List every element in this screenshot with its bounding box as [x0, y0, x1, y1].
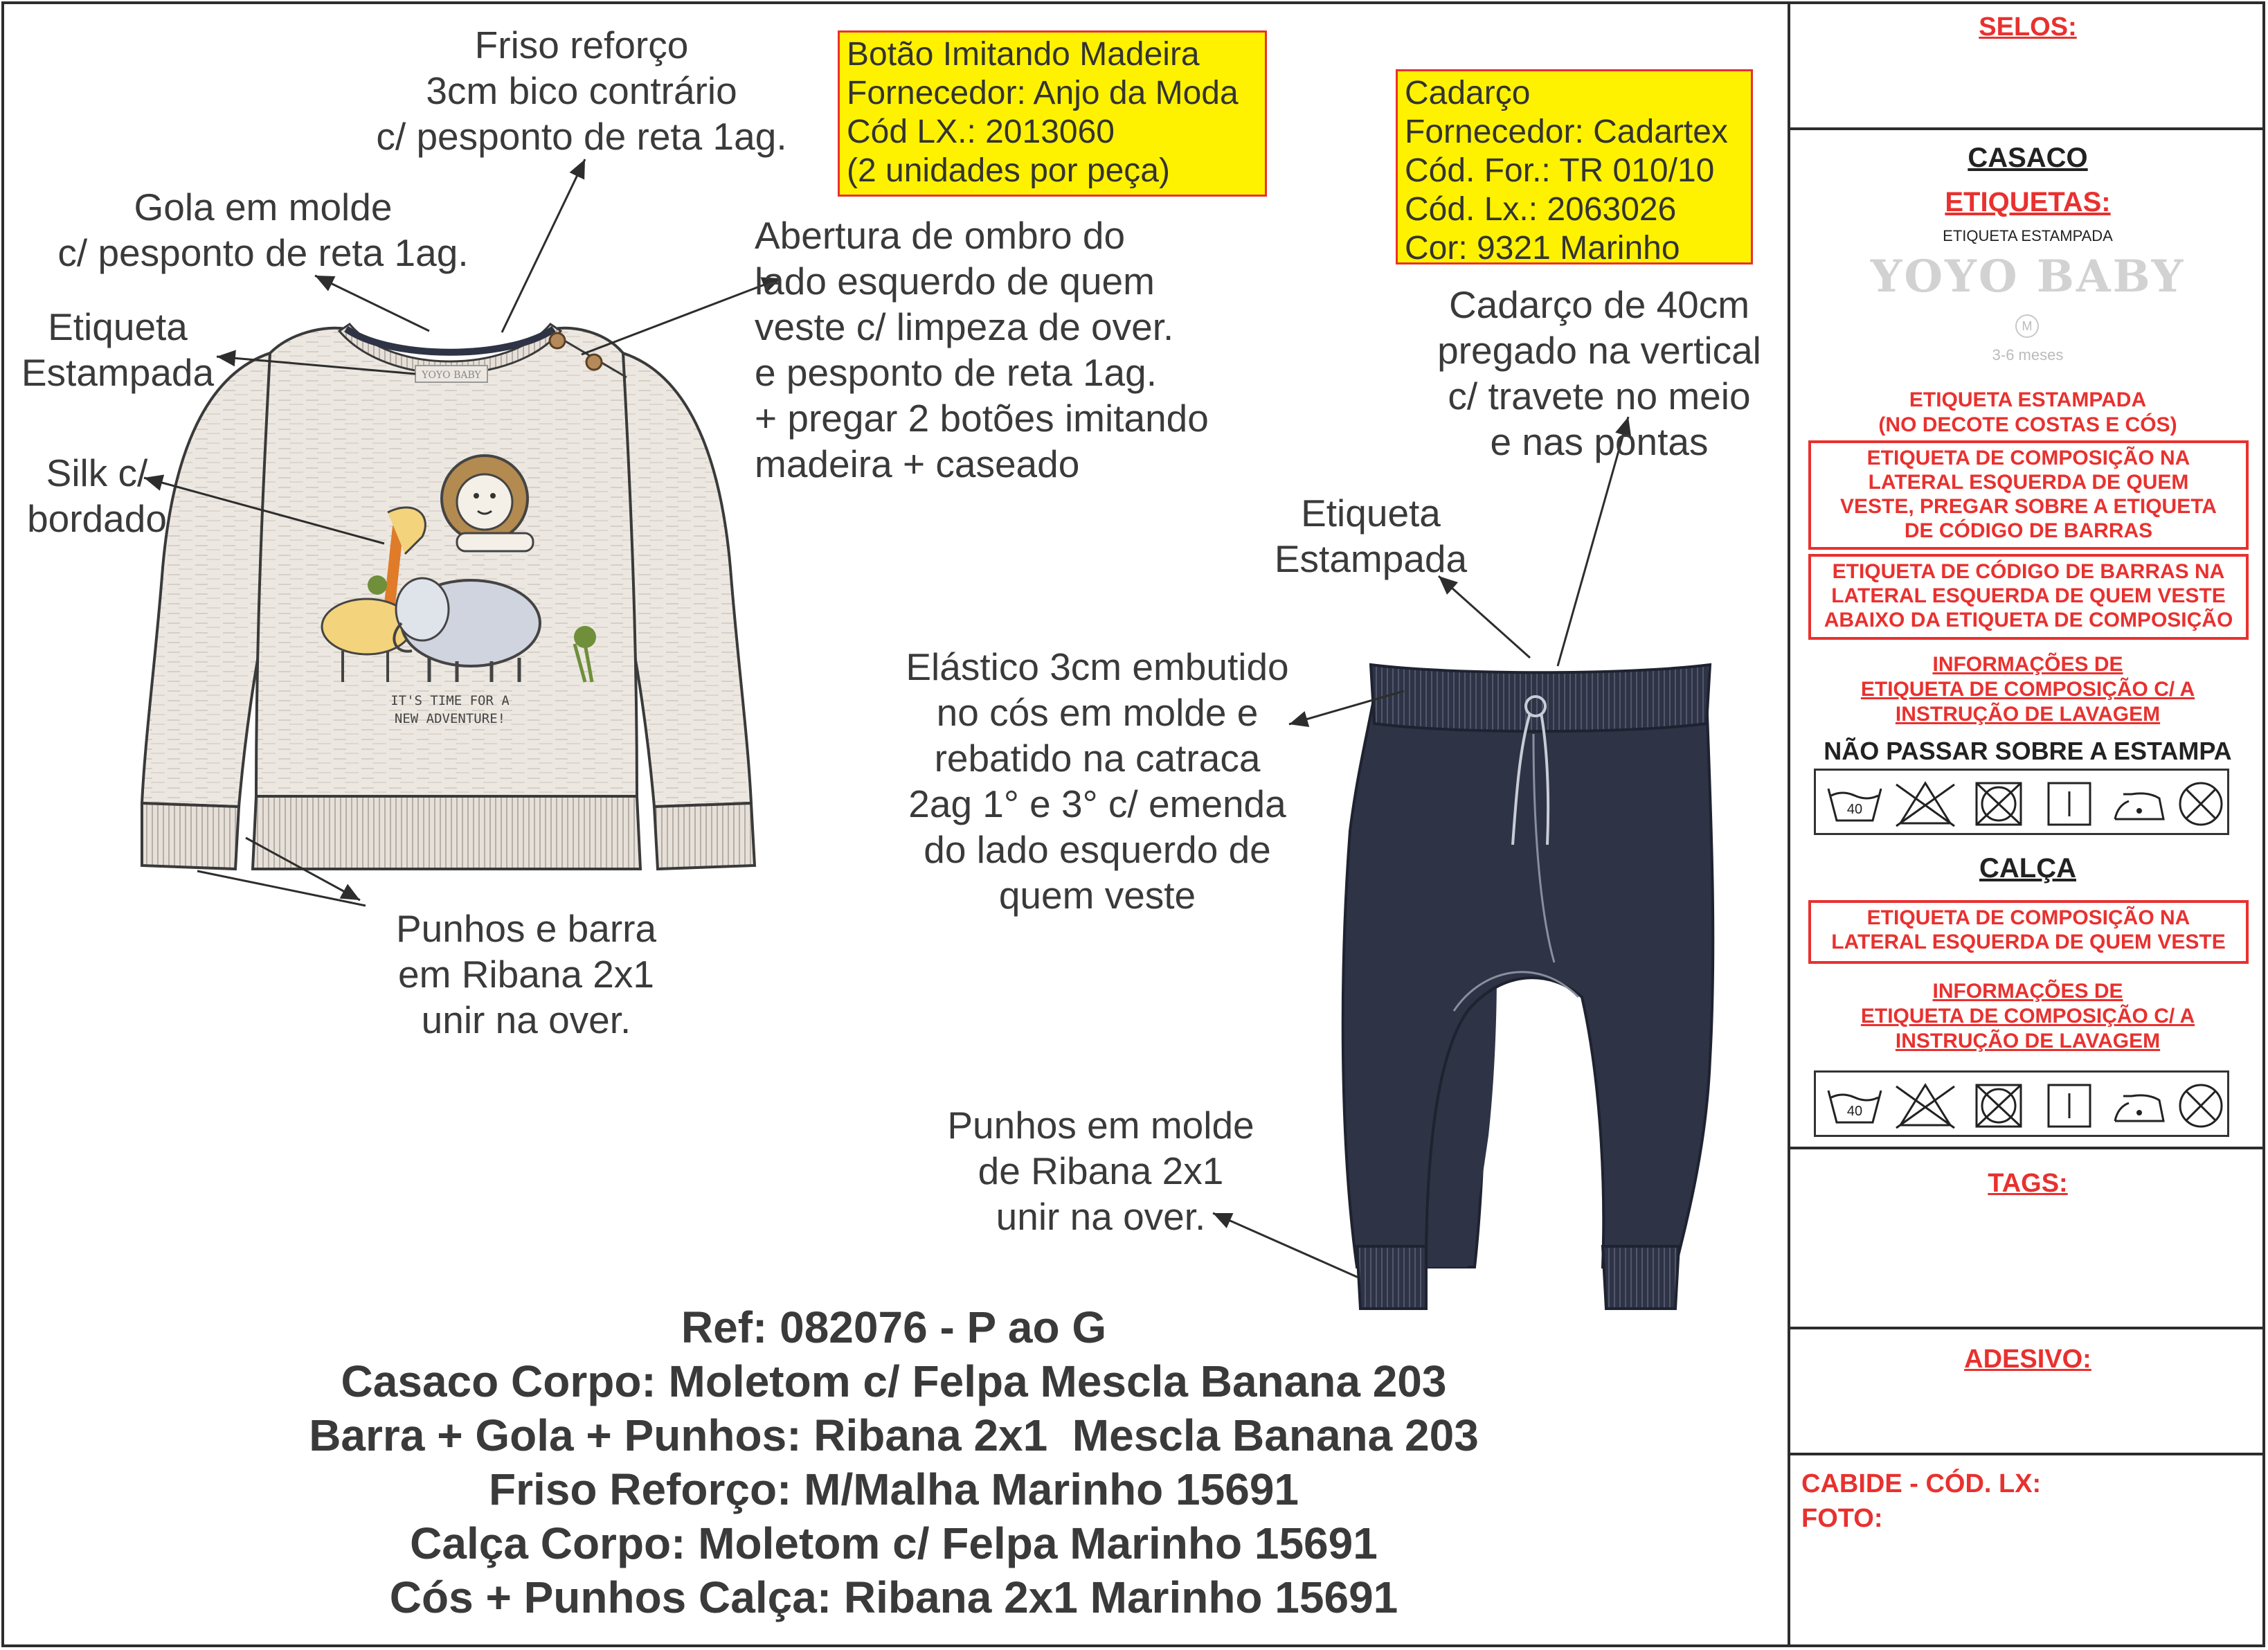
note-abertura-line-5: + pregar 2 botões imitando: [755, 397, 1209, 440]
size-badge-text: M: [2022, 319, 2033, 333]
info-casaco: [1790, 652, 2265, 727]
size-badge: [2015, 314, 2039, 338]
note-cadarco-40-line-2: pregado na vertical: [1437, 329, 1761, 372]
codigo-barras-line-1: ETIQUETA DE CÓDIGO DE BARRAS NA: [1832, 560, 2225, 583]
composicao-casaco-line-4: DE CÓDIGO DE BARRAS: [1904, 519, 2153, 542]
neck-label-text: YOYO BABY: [422, 370, 481, 381]
note-abertura-line-1: Abertura de ombro do: [755, 214, 1126, 257]
composicao-calca-line-1: ETIQUETA DE COMPOSIÇÃO NA: [1866, 906, 2190, 929]
etiquetas-title: ETIQUETAS:: [1945, 187, 2111, 217]
note-abertura-line-6: madeira + caseado: [755, 442, 1080, 485]
wash-temp-calca: 40: [1846, 1104, 1863, 1119]
info-calca-line-1: INFORMAÇÕES DE: [1932, 980, 2123, 1003]
note-abertura-line-2: lado esquerdo de quem: [755, 260, 1155, 303]
info-calca-line-2: ETIQUETA DE COMPOSIÇÃO C/ A: [1860, 1005, 2195, 1028]
divider-cabide: [1790, 1453, 2265, 1455]
note-cadarco-40-line-3: c/ travete no meio: [1448, 375, 1751, 418]
print-text-line-1: IT'S TIME FOR A: [390, 693, 510, 708]
composicao-casaco-box: [1808, 440, 2249, 550]
composicao-calca-box: [1808, 900, 2249, 964]
supplier-botao-line-1: Botão Imitando Madeira: [847, 36, 1200, 73]
nao-passar-note: NÃO PASSAR SOBRE A ESTAMPA: [1824, 737, 2232, 765]
codigo-barras-line-3: ABAIXO DA ETIQUETA DE COMPOSIÇÃO: [1824, 609, 2233, 631]
info-calca-line-3: INSTRUÇÃO DE LAVAGEM: [1895, 1030, 2161, 1052]
composicao-casaco-line-1: ETIQUETA DE COMPOSIÇÃO NA: [1866, 447, 2190, 469]
supplier-cadarco-line-5: Cor: 9321 Marinho: [1405, 230, 1680, 267]
note-punhos-molde-line-2: de Ribana 2x1: [978, 1149, 1224, 1192]
supplier-botao-line-4: (2 unidades por peça): [847, 152, 1170, 189]
note-friso-line-3: c/ pesponto de reta 1ag.: [376, 115, 787, 158]
note-cadarco-40-line-4: e nas pontas: [1490, 420, 1709, 463]
note-punhos-barra-line-1: Punhos e barra: [395, 907, 657, 950]
spec-friso-reforco: Friso Reforço: M/Malha Marinho 15691: [488, 1464, 1299, 1514]
note-cadarco-40-line-1: Cadarço de 40cm: [1448, 283, 1750, 326]
info-casaco-line-2: ETIQUETA DE COMPOSIÇÃO C/ A: [1860, 678, 2195, 701]
supplier-cadarco-line-4: Cód. Lx.: 2063026: [1405, 191, 1677, 228]
note-friso-line-2: 3cm bico contrário: [426, 69, 737, 112]
etiqueta-estampada-note-line-2: (NO DECOTE COSTAS E CÓS): [1878, 413, 2177, 436]
note-gola-line-2: c/ pesponto de reta 1ag.: [57, 231, 469, 274]
care-symbols-casaco-svg: [1816, 771, 2231, 837]
note-friso-line-1: Friso reforço: [474, 24, 689, 66]
divider-selos: [1790, 127, 2265, 130]
care-symbols-calca: [1814, 1070, 2229, 1137]
note-elastico-line-2: no cós em molde e: [936, 691, 1259, 734]
note-punhos-barra-line-3: unir na over.: [421, 998, 631, 1041]
info-casaco-line-1: INFORMAÇÕES DE: [1932, 653, 2123, 676]
note-abertura-line-4: e pesponto de reta 1ag.: [755, 351, 1158, 394]
age-label: 3-6 meses: [1992, 346, 2064, 364]
tags-title: TAGS:: [1988, 1169, 2068, 1198]
divider-adesivo: [1790, 1327, 2265, 1329]
adesivo-title: ADESIVO:: [1964, 1345, 2091, 1374]
note-elastico-line-3: rebatido na catraca: [934, 737, 1261, 780]
etiqueta-estampada-note-line-1: ETIQUETA ESTAMPADA: [1909, 388, 2147, 411]
divider-tags: [1790, 1147, 2265, 1149]
composicao-calca-line-2: LATERAL ESQUERDA DE QUEM VESTE: [1831, 931, 2226, 953]
note-elastico-line-4: 2ag 1° e 3° c/ emenda: [908, 782, 1286, 825]
etiqueta-estampada-caption: ETIQUETA ESTAMPADA: [1943, 227, 2113, 244]
brand-label: YOYO BABY: [1870, 251, 2186, 303]
spec-cos-punhos-calca: Cós + Punhos Calça: Ribana 2x1 Marinho 15691: [389, 1572, 1398, 1622]
selos-title: SELOS:: [1979, 12, 2077, 42]
supplier-cadarco-line-1: Cadarço: [1405, 75, 1531, 111]
note-etiqueta-calca-line-1: Etiqueta: [1301, 492, 1441, 535]
note-silk-line-2: bordado: [27, 497, 167, 540]
info-casaco-line-3: INSTRUÇÃO DE LAVAGEM: [1895, 703, 2161, 726]
composicao-casaco-line-2: LATERAL ESQUERDA DE QUEM: [1868, 471, 2189, 494]
note-elastico-line-5: do lado esquerdo de: [924, 828, 1271, 871]
casaco-title: CASACO: [1968, 143, 2088, 173]
spec-casaco-corpo: Casaco Corpo: Moletom c/ Felpa Mescla Banana 203: [341, 1356, 1447, 1406]
supplier-cadarco-line-3: Cód. For.: TR 010/10: [1405, 152, 1715, 189]
note-elastico-line-1: Elástico 3cm embutido: [906, 645, 1289, 688]
codigo-barras-line-2: LATERAL ESQUERDA DE QUEM VESTE: [1831, 584, 2226, 607]
composicao-casaco-line-3: VESTE, PREGAR SOBRE A ETIQUETA: [1840, 495, 2217, 518]
label-sidebar: [1788, 1, 2265, 1647]
note-etiqueta-casaco-line-2: Estampada: [21, 351, 215, 394]
codigo-barras-box: [1808, 554, 2249, 640]
note-punhos-barra-line-2: em Ribana 2x1: [398, 953, 654, 996]
etiqueta-estampada-note: [1790, 388, 2265, 438]
note-etiqueta-calca-line-2: Estampada: [1274, 537, 1468, 580]
note-elastico-line-6: quem veste: [998, 874, 1196, 917]
note-punhos-molde-line-3: unir na over.: [996, 1195, 1206, 1238]
supplier-botao-line-2: Fornecedor: Anjo da Moda: [847, 75, 1239, 111]
cabide-label: CABIDE - CÓD. LX:: [1801, 1469, 2042, 1498]
calca-title: CALÇA: [1979, 853, 2076, 884]
note-silk-line-1: Silk c/: [46, 451, 148, 494]
spec-calca-corpo: Calça Corpo: Moletom c/ Felpa Marinho 15691: [410, 1518, 1378, 1568]
print-text-line-2: NEW ADVENTURE!: [394, 711, 506, 726]
supplier-botao-line-3: Cód LX.: 2013060: [847, 114, 1115, 150]
spec-ref: Ref: 082076 - P ao G: [681, 1302, 1107, 1352]
info-calca: [1790, 979, 2265, 1054]
note-etiqueta-casaco-line-1: Etiqueta: [48, 305, 188, 348]
foto-label: FOTO:: [1801, 1504, 1883, 1533]
note-gola-line-1: Gola em molde: [134, 186, 393, 228]
wash-temp-casaco: 40: [1846, 802, 1863, 817]
note-abertura-line-3: veste c/ limpeza de over.: [755, 305, 1174, 348]
note-punhos-molde-line-1: Punhos em molde: [947, 1104, 1254, 1147]
care-symbols-casaco: [1814, 769, 2229, 835]
care-symbols-calca-svg: [1816, 1073, 2231, 1139]
spec-barra-gola-punhos: Barra + Gola + Punhos: Ribana 2x1 Mescla Banana 203: [309, 1410, 1479, 1460]
supplier-cadarco-line-2: Fornecedor: Cadartex: [1405, 114, 1728, 150]
